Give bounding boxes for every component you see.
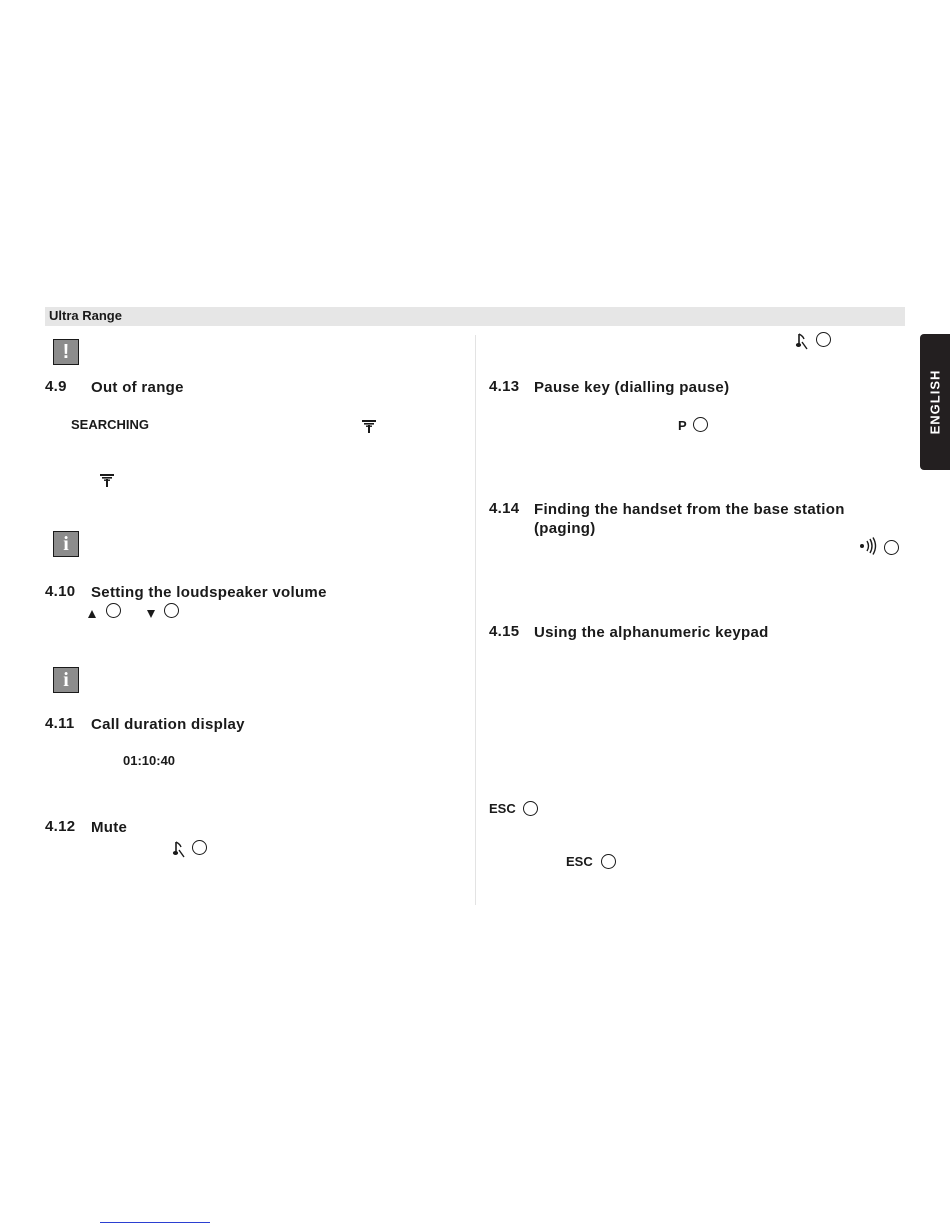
paging-key-circle (884, 540, 899, 555)
header-bar (45, 307, 905, 326)
antenna-icon (99, 472, 115, 493)
paging-icon (859, 537, 879, 560)
pause-key-label: P (678, 418, 687, 433)
footer-line (100, 1222, 210, 1223)
section-4-11-title: Call duration display (91, 716, 245, 733)
section-4-10-title: Setting the loudspeaker volume (91, 584, 327, 601)
esc-key-label: ESC (566, 854, 593, 869)
info-note-icon: i (53, 667, 79, 693)
section-4-14-title-line1: Finding the handset from the base station (534, 501, 845, 518)
page-header-title: Ultra Range (49, 308, 122, 323)
mute-key-circle (816, 332, 831, 347)
volume-down-key-circle (164, 603, 179, 618)
section-4-14-title-line2: (paging) (534, 520, 596, 537)
pause-key-circle (693, 417, 708, 432)
call-duration-display-text: 01:10:40 (123, 753, 176, 768)
language-side-tab (920, 334, 950, 470)
column-divider (475, 335, 476, 905)
esc-key-label: ESC (489, 801, 516, 816)
section-4-9-title: Out of range (91, 379, 184, 396)
searching-display-text: SEARCHING (71, 417, 150, 432)
antenna-icon (361, 418, 377, 439)
section-4-15-number: 4.15 (489, 623, 520, 640)
section-4-9-number: 4.9 (45, 378, 67, 395)
section-4-11-number: 4.11 (45, 715, 75, 732)
info-note-icon: i (53, 531, 79, 557)
esc-key-circle (523, 801, 538, 816)
language-side-tab-label: ENGLISH (927, 369, 943, 435)
arrow-up-icon (87, 606, 97, 624)
section-4-13-title: Pause key (dialling pause) (534, 379, 730, 396)
arrow-down-icon (146, 606, 156, 624)
mute-icon (172, 840, 186, 863)
mute-icon (795, 332, 809, 355)
warning-note-icon: ! (53, 339, 79, 365)
section-4-12-title: Mute (91, 819, 128, 836)
mute-key-circle (192, 840, 207, 855)
section-4-10-number: 4.10 (45, 583, 76, 600)
volume-up-key-circle (106, 603, 121, 618)
section-4-14-number: 4.14 (489, 500, 520, 517)
section-4-12-number: 4.12 (45, 818, 76, 835)
esc-key-circle (601, 854, 616, 869)
section-4-13-number: 4.13 (489, 378, 520, 395)
section-4-15-title: Using the alphanumeric keypad (534, 624, 769, 641)
